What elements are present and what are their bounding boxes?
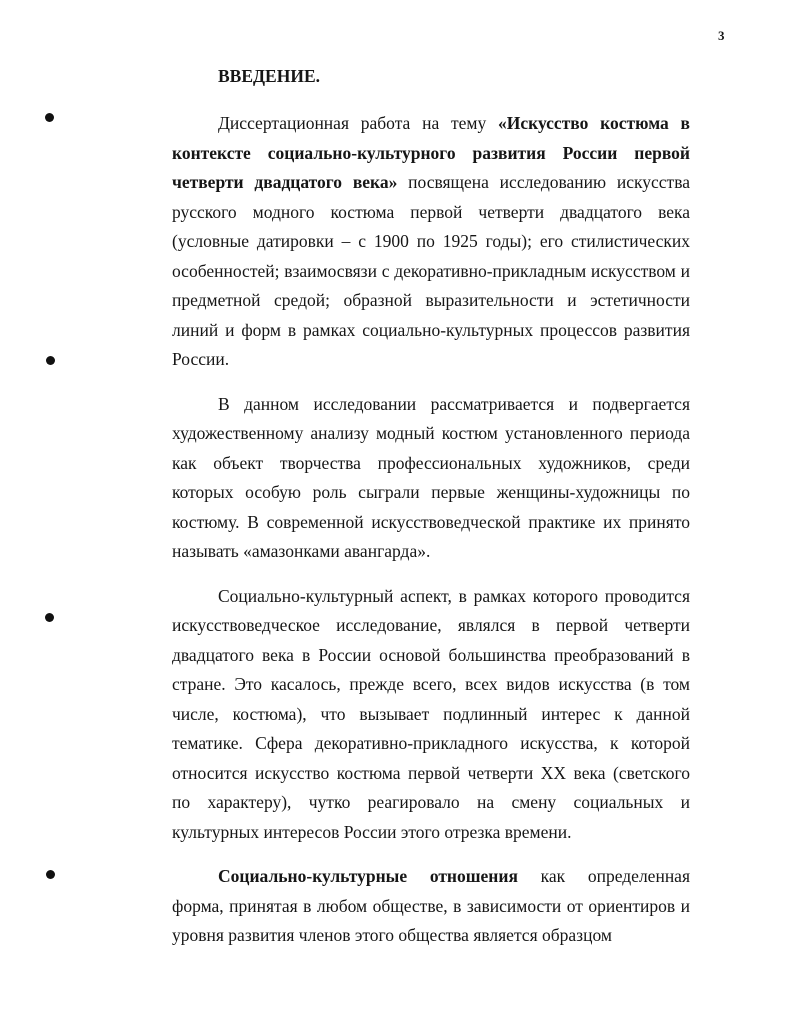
binder-hole-4 bbox=[46, 870, 55, 879]
binder-hole-3 bbox=[45, 613, 54, 622]
paragraph-3: Социально-культурный аспект, в рамках которого проводится искусствоведческое исследование, являлся в первой четверти двадцатого века в России основой большинства преобразований в стране. Это касалось, прежде всего, всех видов искусства (в том числе, костюма), что вызывает подлинный интерес к данной тематике. Сфера декоративно-прикладного искусства, к которой относится искусство костюма первой четверти XX века (светского по характеру), чутко реагировало на смену социальных и культурных интересов России этого отрезка времени. bbox=[172, 585, 690, 842]
dissertation-title: «Искусство костюма в контексте социально-культурного развития России первой четверти двадцатого века» bbox=[172, 113, 691, 192]
paragraph-1 bbox=[172, 109, 690, 375]
page-number: 3 bbox=[718, 28, 725, 43]
section-heading: ВВЕДЕНИЕ. bbox=[218, 66, 321, 86]
binder-hole-1 bbox=[45, 113, 54, 122]
paragraph-4 bbox=[172, 862, 690, 951]
paragraph-2: В данном исследовании рассматривается и подвергается художественному анализу модный костюм установленного периода как объект творчества профессиональных художников, среди которых особую роль сыграли первые женщины-художницы по костюму. В современной искусствоведческой практике их принято называть «амазонками авангарда». bbox=[172, 393, 690, 561]
paragraph-4-rest: как определенная форма, принятая в любом обществе, в зависимости от ориентиров и уровня развития членов этого общества является образцом bbox=[172, 866, 690, 945]
paragraph-1-intro: Диссертационная работа на тему bbox=[218, 113, 498, 133]
binder-hole-2 bbox=[46, 356, 55, 365]
document-body bbox=[172, 61, 690, 951]
key-term: Социально-культурные отношения bbox=[218, 866, 518, 886]
paragraph-1-rest: посвящена исследованию искусства русского модного костюма первой четверти двадцатого века (условные датировки – с 1900 по 1925 годы); его стилистических особенностей; взаимосвязи с декоративно-прикладным искусством и предметной средой; образной выразительности и эстетичности линий и форм в рамках социально-культурных процессов развития России. bbox=[172, 172, 690, 369]
